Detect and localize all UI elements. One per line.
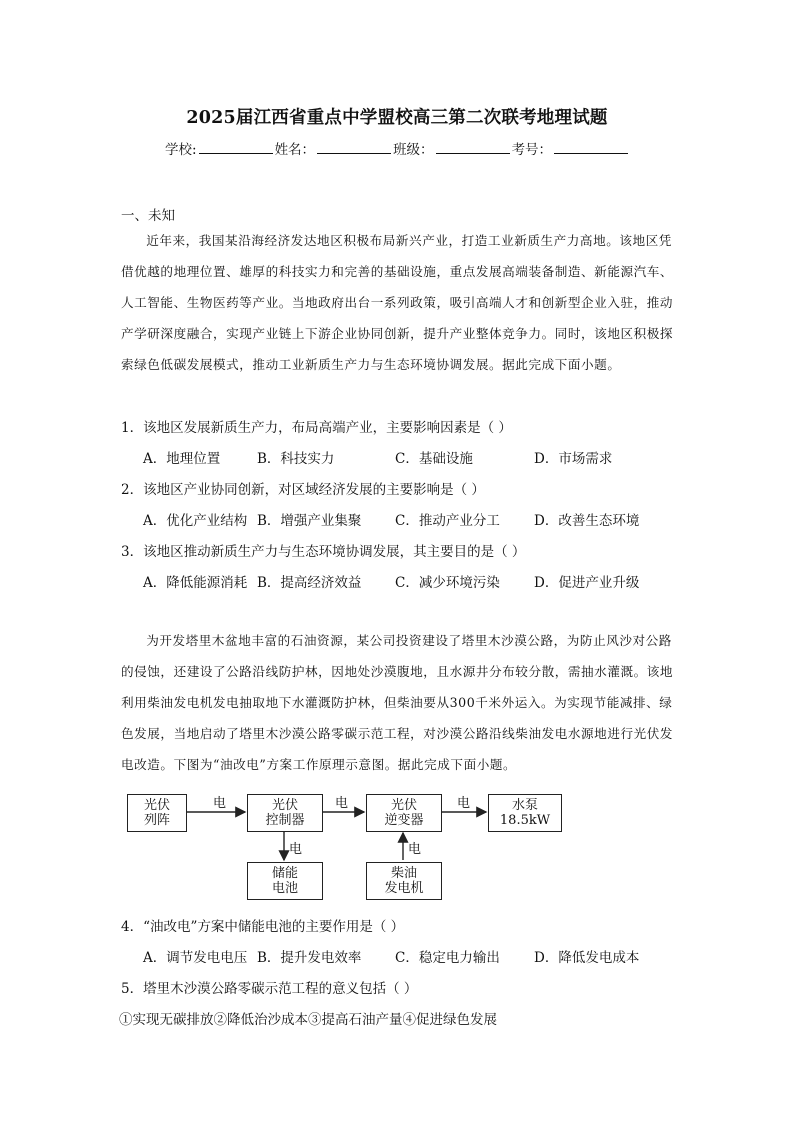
water-pump-box <box>488 794 562 832</box>
question-5-statements: ①实现无碳排放②降低治沙成本③提高石油产量④促进绿色发展 <box>119 1012 497 1028</box>
pv-controller-box <box>247 794 323 832</box>
option-d[interactable]: D．降低发电成本 <box>534 950 640 966</box>
option-b[interactable]: B．提高经济效益 <box>257 575 362 591</box>
pv-inverter-line2: 逆变器 <box>384 813 424 828</box>
question-3-options <box>143 571 703 591</box>
question-1-stem: 1．该地区发展新质生产力，布局高端产业，主要影响因素是（ ） <box>121 420 512 436</box>
option-c[interactable]: C．稳定电力输出 <box>395 950 500 966</box>
name-blank[interactable] <box>317 141 391 154</box>
question-2-options <box>143 509 703 529</box>
option-c[interactable]: C．基础设施 <box>395 451 473 467</box>
diesel-generator-box <box>366 862 442 900</box>
diesel-line2: 发电机 <box>384 881 424 896</box>
option-c[interactable]: C．推动产业分工 <box>395 513 500 529</box>
name-label: 姓名： <box>274 142 316 158</box>
school-label: 学校: <box>165 142 197 158</box>
pv-array-box <box>127 794 187 832</box>
page-title: 2025届江西省重点中学盟校高三第二次联考地理试题 <box>186 108 608 128</box>
battery-line2: 电池 <box>271 881 298 896</box>
elec-label-5: 电 <box>408 842 422 857</box>
passage-1 <box>121 225 681 380</box>
student-info-line <box>165 138 630 158</box>
passage-2-text: 为开发塔里木盆地丰富的石油资源，某公司投资建设了塔里木沙漠公路，为防止风沙对公路的侵蚀，还建设了公路沿线防护林，因地处沙漠腹地，且水源井分布较分散，需抽水灌溉。该地利用柴油发电机发电抽取地下水灌溉防护林，但柴油要从300千米外运入。为实现节能减排、绿色发展，当地启动了塔里木沙漠公路零碳示范工程，对沙漠公路沿线柴油发电水源地进行光伏发电改造。下图为“油改电”方案工作原理示意图。据此完成下面小题。 <box>121 633 674 772</box>
diesel-line1: 柴油 <box>390 866 417 881</box>
passage-1-text: 近年来，我国某沿海经济发达地区积极布局新兴产业，打造工业新质生产力高地。该地区凭借优越的地理位置、雄厚的科技实力和完善的基础设施，重点发展高端装备制造、新能源汽车、人工智能、生物医药等产业。当地政府出台一系列政策，吸引高端人才和创新型企业入驻，推动产学研深度融合，实现产业链上下游企业协同创新，提升产业整体竞争力。同时，该地区积极探索绿色低碳发展模式，推动工业新质生产力与生态环境协调发展。据此完成下面小题。 <box>121 233 674 372</box>
class-label: 班级： <box>393 142 434 158</box>
battery-box <box>247 862 323 900</box>
question-5-stem: 5．塔里木沙漠公路零碳示范工程的意义包括（ ） <box>121 981 418 997</box>
option-d[interactable]: D．市场需求 <box>534 451 613 467</box>
passage-2 <box>121 625 681 780</box>
option-b[interactable]: B．提升发电效率 <box>257 950 362 966</box>
pv-controller-line2: 控制器 <box>265 813 305 828</box>
option-a[interactable]: A．地理位置 <box>143 451 221 467</box>
pv-array-line2: 列阵 <box>143 813 170 828</box>
option-a[interactable]: A．降低能源消耗 <box>143 575 248 591</box>
option-b[interactable]: B．增强产业集聚 <box>257 513 362 529</box>
question-3-stem: 3．该地区推动新质生产力与生态环境协调发展，其主要目的是（ ） <box>121 544 526 560</box>
option-a[interactable]: A．调节发电电压 <box>143 950 248 966</box>
water-pump-line1: 水泵 <box>511 798 538 813</box>
pv-inverter-line1: 光伏 <box>390 798 417 813</box>
option-d[interactable]: D．改善生态环境 <box>534 513 640 529</box>
id-blank[interactable] <box>554 141 628 154</box>
option-c[interactable]: C．减少环境污染 <box>395 575 500 591</box>
elec-label-4: 电 <box>289 842 303 857</box>
school-blank[interactable] <box>199 141 273 154</box>
class-blank[interactable] <box>436 141 510 154</box>
battery-line1: 储能 <box>271 866 298 881</box>
oil-to-electric-diagram <box>121 786 581 902</box>
elec-label-1: 电 <box>213 796 227 811</box>
pv-array-line1: 光伏 <box>143 798 170 813</box>
question-4-stem: 4．“油改电”方案中储能电池的主要作用是（ ） <box>121 919 405 935</box>
elec-label-2: 电 <box>335 796 349 811</box>
question-2-stem: 2．该地区产业协同创新，对区域经济发展的主要影响是（ ） <box>121 482 485 498</box>
option-d[interactable]: D．促进产业升级 <box>534 575 640 591</box>
pv-inverter-box <box>366 794 442 832</box>
option-b[interactable]: B．科技实力 <box>257 451 335 467</box>
water-pump-line2: 18.5kW <box>499 813 551 828</box>
question-1-options <box>143 447 703 467</box>
section-heading: 一、未知 <box>121 208 175 224</box>
question-4-options <box>143 946 703 966</box>
elec-label-3: 电 <box>457 796 471 811</box>
pv-controller-line1: 光伏 <box>271 798 298 813</box>
id-label: 考号： <box>511 142 553 158</box>
option-a[interactable]: A．优化产业结构 <box>143 513 248 529</box>
